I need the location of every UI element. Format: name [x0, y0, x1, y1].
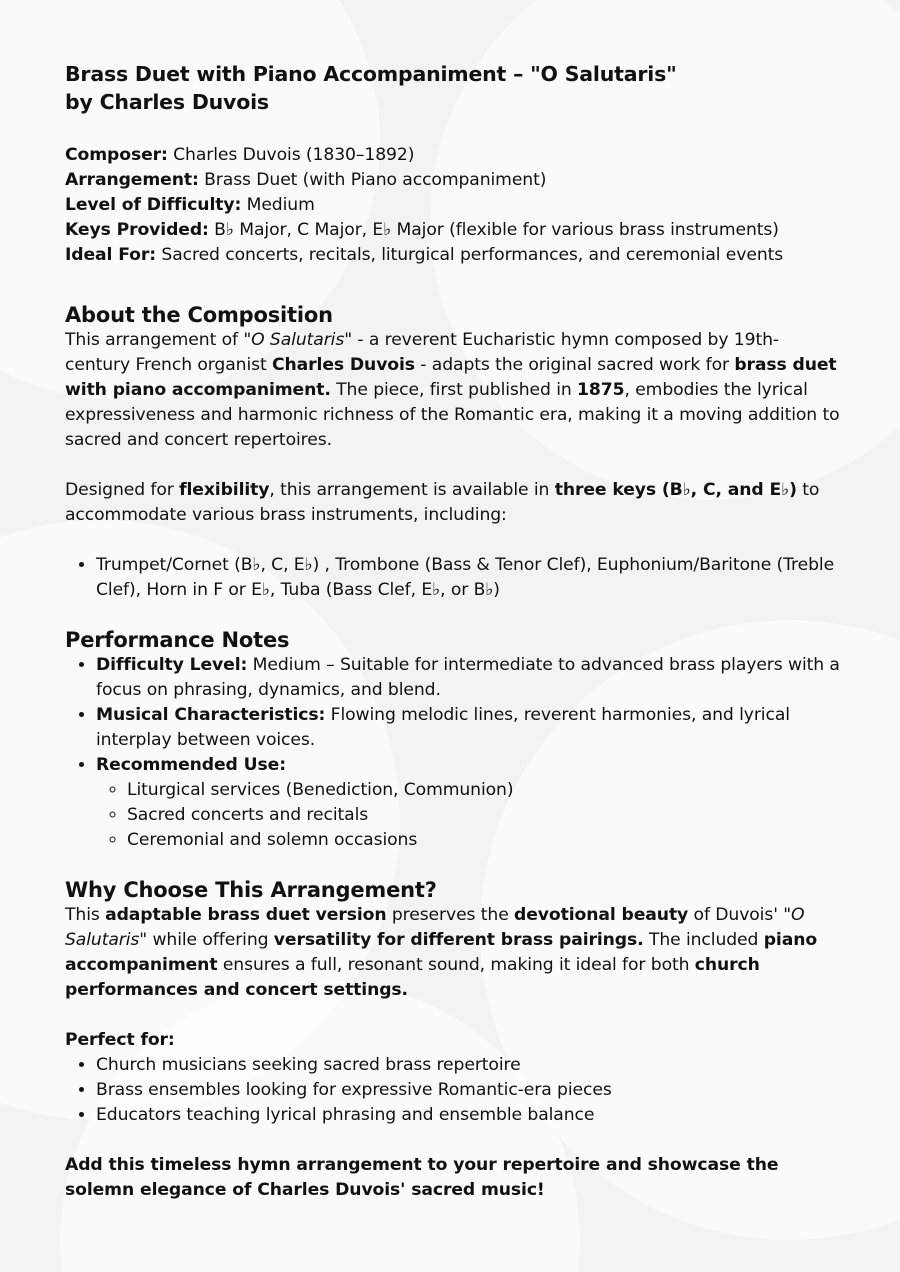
why-heading: Why Choose This Arrangement? — [65, 878, 437, 902]
emphasis: flexibility — [179, 480, 270, 500]
item-label: Musical Characteristics: — [96, 705, 326, 725]
meta-label: Composer: — [65, 145, 168, 165]
document-page — [65, 60, 840, 1203]
text: This arrangement of — [65, 330, 244, 350]
text: to accommodate various brass instruments, including: — [65, 480, 820, 525]
meta-value: Medium — [241, 195, 315, 215]
page-title — [65, 60, 840, 116]
composer-name: Charles Duvois — [272, 355, 415, 375]
meta-value: Charles Duvois (1830–1892) — [167, 145, 415, 165]
emphasis: devotional beauty — [514, 905, 689, 925]
title-line-1: Brass Duet with Piano Accompaniment – "O Salutaris" — [65, 62, 677, 86]
meta-label: Arrangement: — [65, 170, 199, 190]
item-text: Medium – Suitable for intermediate to advanced brass players with a focus on phrasing, dynamics, and blend. — [96, 655, 840, 700]
list-item: • Brass ensembles looking for expressive Romantic-era pieces — [96, 1078, 840, 1103]
item-label: Difficulty Level: — [96, 655, 248, 675]
emphasis: adaptable brass duet version — [105, 905, 387, 925]
meta-label: Level of Difficulty: — [65, 195, 242, 215]
text: ensures a full, resonant sound, making it ideal for both — [217, 955, 695, 975]
meta-value: Sacred concerts, recitals, liturgical performances, and ceremonial events — [156, 245, 784, 265]
meta-value: Brass Duet (with Piano accompaniment) — [198, 170, 547, 190]
ensemble: brass duet with piano accompaniment. — [65, 355, 837, 400]
text: The piece, first published in — [330, 380, 578, 400]
text: of Duvois' — [688, 905, 784, 925]
meta-keys — [65, 218, 840, 243]
text: This — [65, 905, 106, 925]
text: , this arrangement is available in — [269, 480, 555, 500]
performance-heading: Performance Notes — [65, 628, 290, 652]
item-label: Recommended Use: — [96, 755, 286, 775]
closing-text: Add this timeless hymn arrangement to your repertoire and showcase the solemn elegance of Charles Duvois' sacred music! — [65, 1155, 779, 1200]
text: Designed for — [65, 480, 180, 500]
text: preserves the — [386, 905, 515, 925]
emphasis: versatility for different brass pairings. — [273, 930, 644, 950]
emphasis: piano accompaniment — [65, 930, 818, 975]
year: 1875 — [577, 380, 625, 400]
text: while offering — [147, 930, 274, 950]
work-title: "O Salutaris" — [65, 905, 805, 950]
emphasis: church performances and concert settings. — [65, 955, 760, 1000]
meta-arrangement — [65, 168, 840, 193]
meta-ideal-for — [65, 243, 840, 268]
closing-statement — [65, 1153, 840, 1203]
text: , embodies the lyrical expressiveness and harmonic richness of the Romantic era, making it a moving addition to sacred and concert repertoires. — [65, 380, 840, 450]
list-item — [96, 753, 840, 853]
perfect-for-heading — [65, 1028, 840, 1053]
meta-value: B♭ Major, C Major, E♭ Major (flexible for various brass instruments) — [208, 220, 779, 240]
work-title: "O Salutaris" — [243, 330, 352, 350]
list-item — [96, 653, 840, 703]
meta-difficulty — [65, 193, 840, 218]
list-item: • Church musicians seeking sacred brass repertoire — [96, 1053, 840, 1078]
list-item: • Trumpet/Cornet (B♭, C, E♭) , Trombone (Bass & Tenor Clef), Euphonium/Baritone (Treble Clef), Horn in F or E♭, Tuba (Bass Clef, E♭, or B♭) — [96, 553, 840, 603]
meta-label: Keys Provided: — [65, 220, 209, 240]
metadata-block — [65, 143, 840, 268]
text: The included — [643, 930, 764, 950]
meta-composer — [65, 143, 840, 168]
item-text: Flowing melodic lines, reverent harmonies, and lyrical interplay between voices. — [96, 705, 790, 750]
emphasis: three keys (B♭, C, and E♭) — [554, 480, 797, 500]
about-paragraph-2 — [65, 478, 840, 528]
list-item — [96, 703, 840, 753]
recommended-use-list — [96, 778, 840, 853]
list-item: • Educators teaching lyrical phrasing and ensemble balance — [96, 1103, 840, 1128]
perfect-for-label: Perfect for: — [65, 1030, 175, 1050]
meta-label: Ideal For: — [65, 245, 157, 265]
list-item: ◦ Liturgical services (Benediction, Communion) — [127, 778, 840, 803]
instrument-list — [65, 553, 840, 603]
text: - a reverent Eucharistic hymn composed by 19th-century French organist — [65, 330, 779, 375]
about-heading: About the Composition — [65, 303, 333, 327]
title-line-2: by Charles Duvois — [65, 90, 269, 114]
why-paragraph — [65, 903, 840, 1003]
performance-list — [65, 653, 840, 853]
perfect-for-list — [65, 1053, 840, 1128]
text: - adapts the original sacred work for — [414, 355, 735, 375]
list-item: ◦ Sacred concerts and recitals — [127, 803, 840, 828]
list-item: ◦ Ceremonial and solemn occasions — [127, 828, 840, 853]
about-paragraph-1 — [65, 328, 840, 453]
